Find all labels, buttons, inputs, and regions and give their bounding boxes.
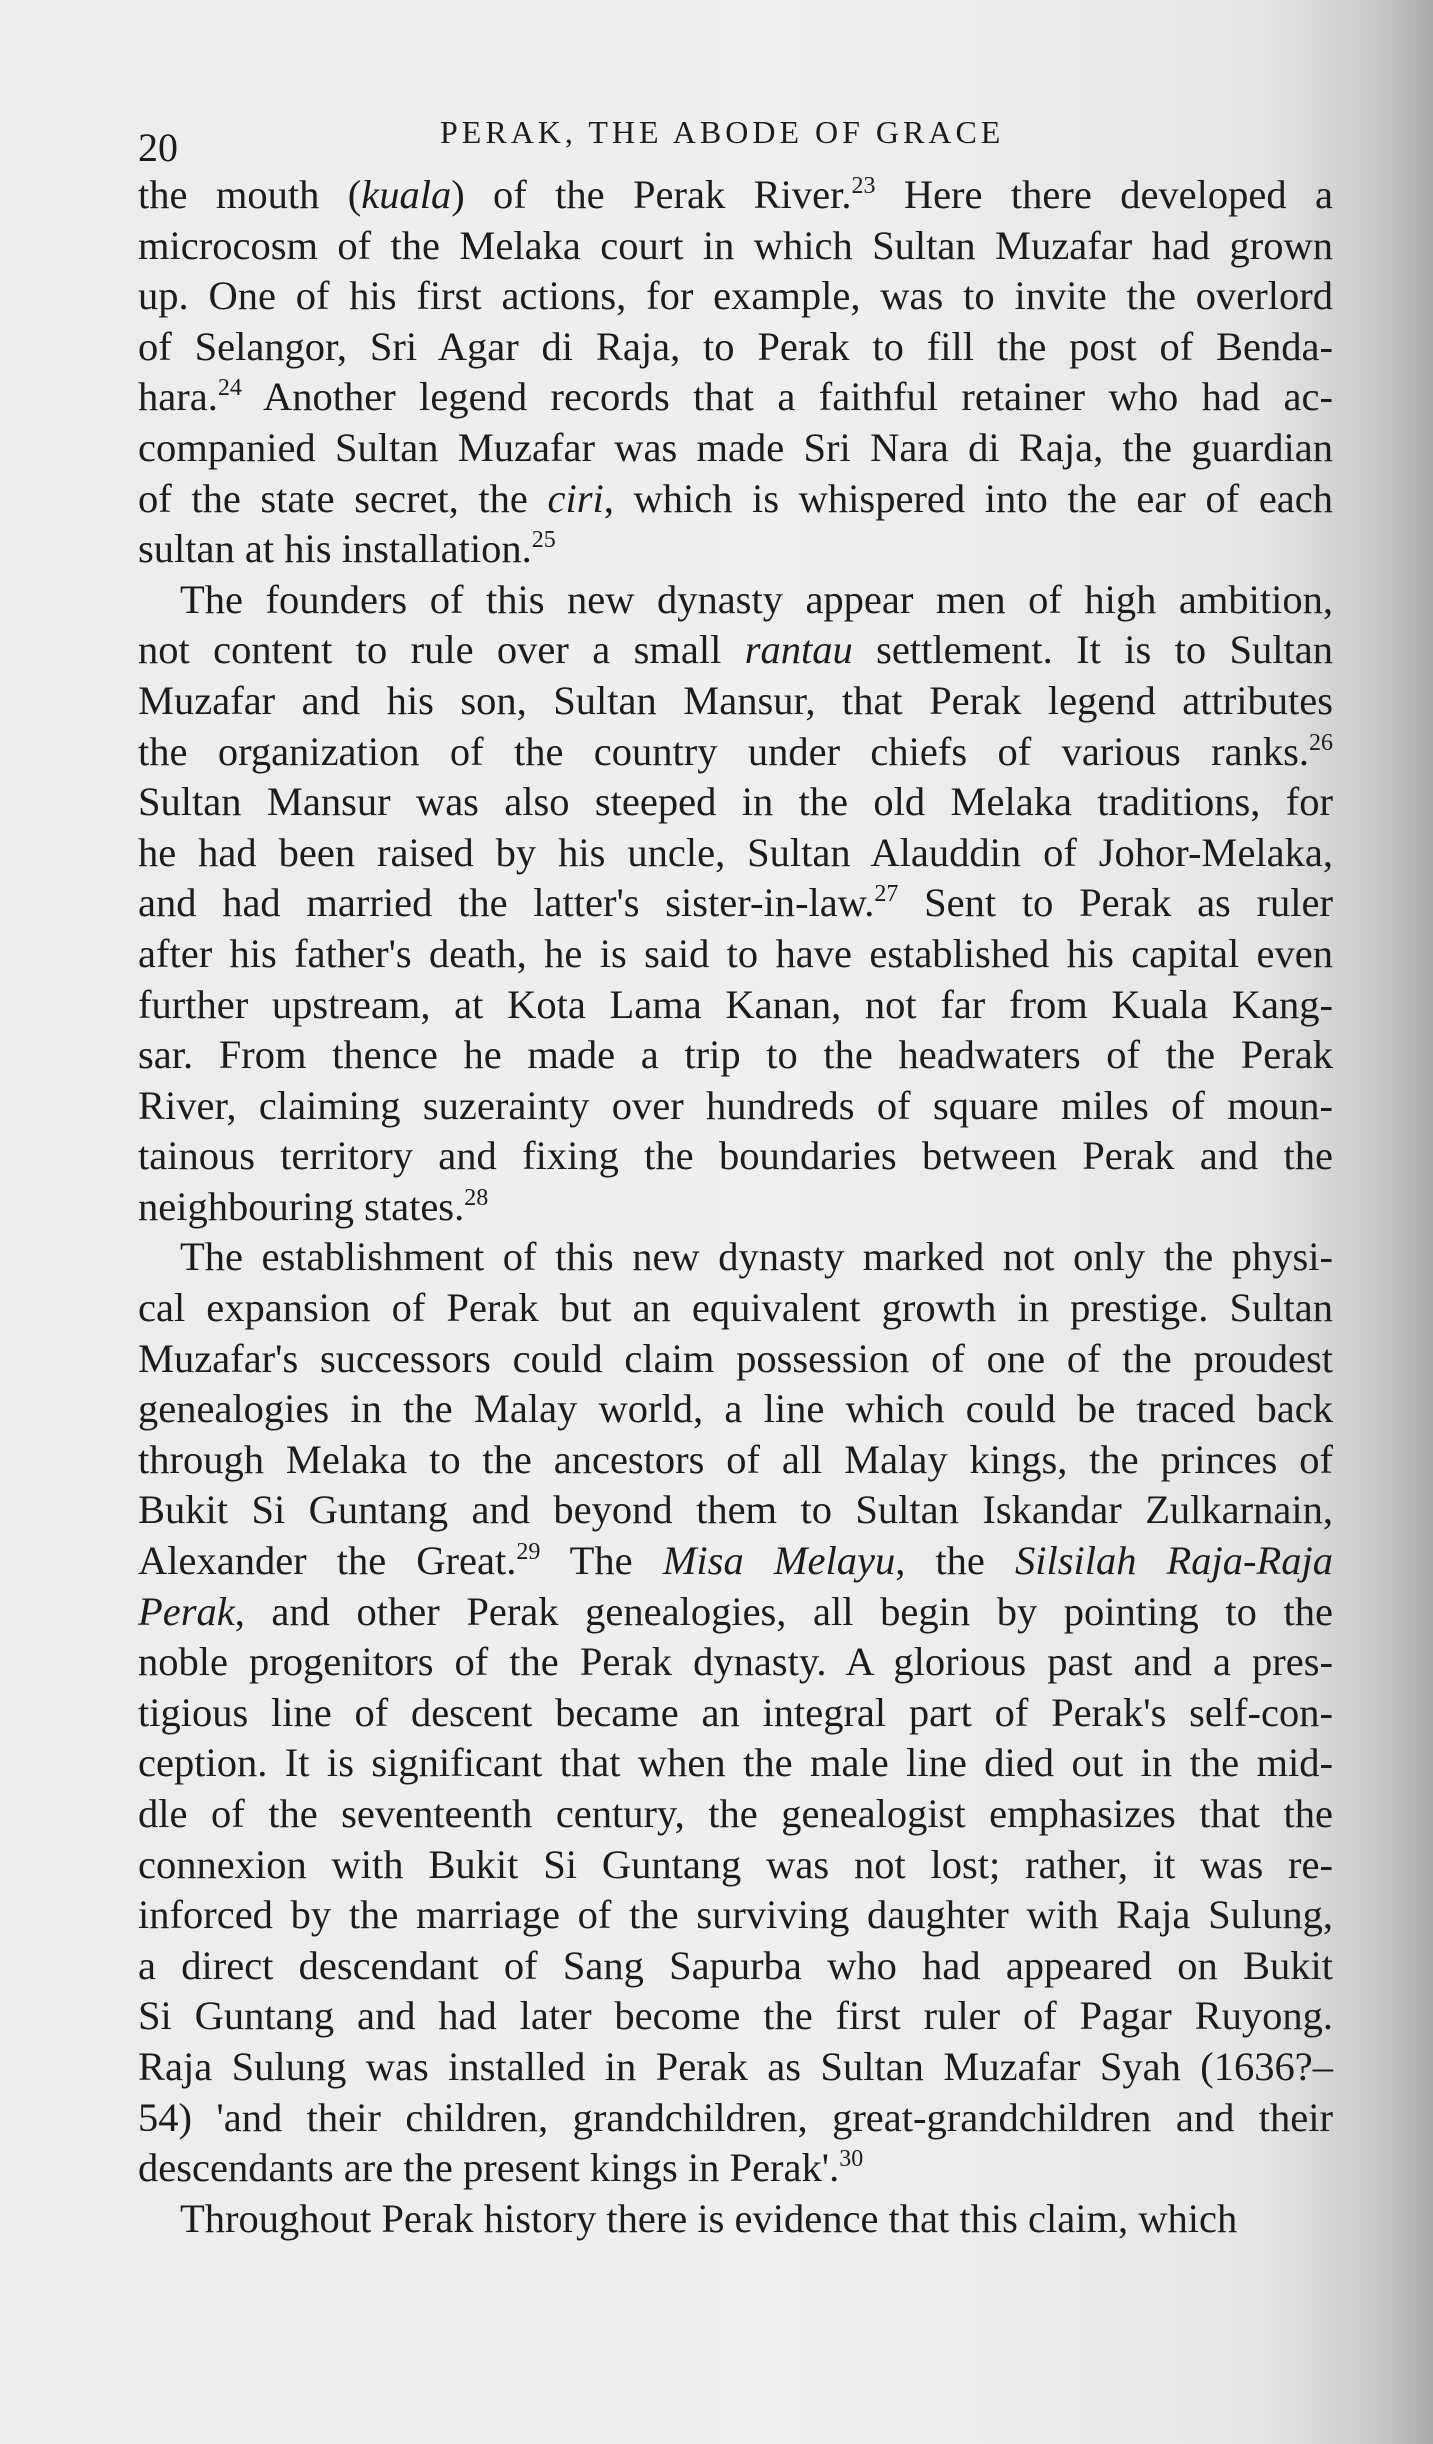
text-line: Si Guntang and had later become the first ruler of Pagar Ruyong. (138, 1993, 1333, 2039)
text-line: microcosm of the Melaka court in which Sultan Muzafar had grown (138, 222, 1333, 268)
text-line: of Selangor, Sri Agar di Raja, to Perak to fill the post of Benda- (138, 323, 1333, 369)
text-line: sultan at his installation.$^{25}$ (138, 526, 556, 572)
page-number: 20 (138, 125, 178, 170)
text-line: Perak, and other Perak genealogies, all begin by pointing to the (138, 1588, 1333, 1634)
text-line: the organization of the country under chiefs of various ranks.$^{26}$ (138, 728, 1333, 774)
text-line: hara.$^{24}$ Another legend records that a faithful retainer who had ac- (138, 374, 1333, 420)
text-line: The establishment of this new dynasty marked not only the physi- (180, 1234, 1333, 1280)
text-line: after his father's death, he is said to have established his capital even (138, 930, 1333, 976)
text-line: and had married the latter's sister-in-law.$^{27}$ Sent to Perak as ruler (138, 880, 1333, 926)
text-line: noble progenitors of the Perak dynasty. A glorious past and a pres- (138, 1639, 1333, 1685)
text-line: Alexander the Great.$^{29}$ The Misa Melayu, the Silsilah Raja-Raja (138, 1538, 1333, 1584)
text-line: dle of the seventeenth century, the genealogist emphasizes that the (138, 1791, 1333, 1836)
text-line: descendants are the present kings in Perak'.$^{30}$ (138, 2145, 864, 2191)
text-line: connexion with Bukit Si Guntang was not lost; rather, it was re- (138, 1841, 1333, 1887)
body-text (138, 170, 1333, 2244)
text-line: 54) 'and their children, grandchildren, great-grandchildren and their (138, 2094, 1333, 2140)
text-line: neighbouring states.$^{28}$ (138, 1183, 489, 1229)
text-line: Bukit Si Guntang and beyond them to Sultan Iskandar Zulkarnain, (138, 1487, 1333, 1533)
text-line: genealogies in the Malay world, a line which could be traced back (138, 1386, 1333, 1432)
text-line: not content to rule over a small rantau settlement. It is to Sultan (138, 627, 1334, 673)
page-header (138, 110, 1338, 170)
text-line: tainous territory and fixing the boundaries between Perak and the (138, 1133, 1333, 1179)
text-line: a direct descendant of Sang Sapurba who had appeared on Bukit (138, 1942, 1333, 1988)
text-line: he had been raised by his uncle, Sultan Alauddin of Johor-Melaka, (138, 829, 1333, 875)
text-line: River, claiming suzerainty over hundreds of square miles of moun- (138, 1082, 1333, 1128)
text-line: the mouth (kuala) of the Perak River.$^{23}$ Here there developed a (138, 172, 1333, 217)
text-line: inforced by the marriage of the surviving daughter with Raja Sulung, (138, 1892, 1333, 1938)
text-line: further upstream, at Kota Lama Kanan, not far from Kuala Kang- (138, 981, 1333, 1027)
text-line: sar. From thence he made a trip to the headwaters of the Perak (138, 1032, 1333, 1078)
text-line: companied Sultan Muzafar was made Sri Nara di Raja, the guardian (138, 424, 1333, 470)
text-line: Muzafar and his son, Sultan Mansur, that Perak legend attributes (138, 677, 1333, 723)
running-head: PERAK, THE ABODE OF GRACE (440, 114, 1005, 150)
text-line: up. One of his first actions, for example, was to invite the overlord (138, 273, 1333, 319)
text-line: The founders of this new dynasty appear men of high ambition, (180, 576, 1333, 622)
text-line: ception. It is significant that when the male line died out in the mid- (138, 1740, 1333, 1786)
text-line: Muzafar's successors could claim possession of one of the proudest (138, 1335, 1333, 1381)
text-line: of the state secret, the ciri, which is whispered into the ear of each (138, 475, 1333, 521)
text-line: Throughout Perak history there is evidence that this claim, which (180, 2195, 1238, 2241)
text-line: Raja Sulung was installed in Perak as Sultan Muzafar Syah (1636?– (138, 2043, 1333, 2089)
text-line: tigious line of descent became an integral part of Perak's self-con- (138, 1689, 1333, 1735)
text-line: cal expansion of Perak but an equivalent growth in prestige. Sultan (138, 1285, 1333, 1331)
text-line: Sultan Mansur was also steeped in the old Melaka traditions, for (138, 779, 1333, 825)
text-line: through Melaka to the ancestors of all Malay kings, the princes of (138, 1436, 1333, 1482)
